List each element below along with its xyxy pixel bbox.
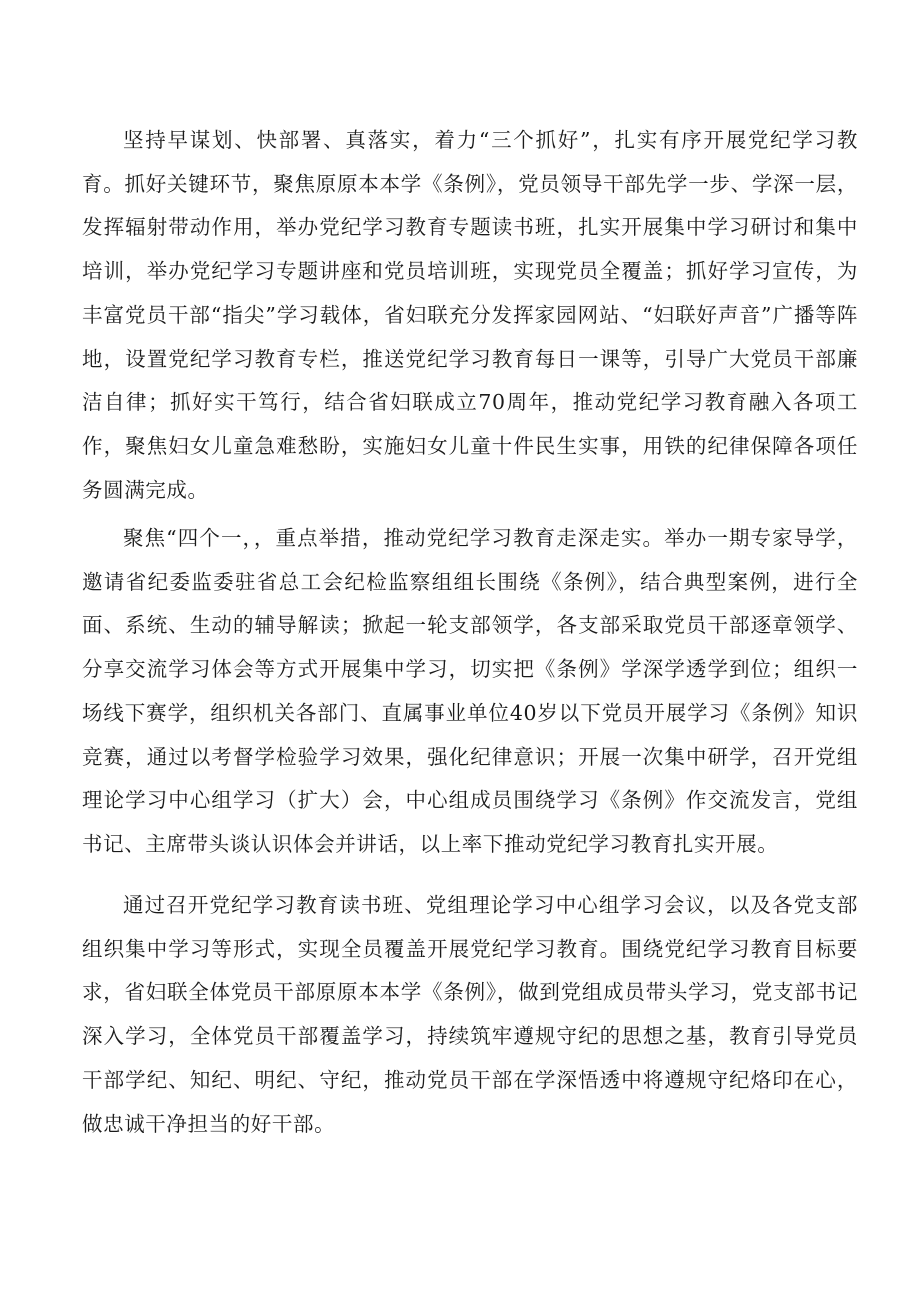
paragraph-full-coverage: 通过召开党纪学习教育读书班、党组理论学习中心组学习会议，以及各党支部组织集中学习等形式，实现全员覆盖开展党纪学习教育。围绕党纪学习教育目标要求，省妇联全体党员干部原原本本学《条例》，做到党组成员带头学习，党支部书记深入学习，全体党员干部覆盖学习，持续筑牢遵规守纪的思想之基，教育引导党员干部学纪、知纪、明纪、守纪，推动党员干部在学深悟透中将遵规守纪烙印在心，做忠诚干净担当的好干部。 [82, 893, 858, 1136]
paragraph-four-ones-measures: 聚焦“四个一，，重点举措，推动党纪学习教育走深走实。举办一期专家导学，邀请省纪委监委驻省总工会纪检监察组组长围绕《条例》，结合典型案例，进行全面、系统、生动的辅导解读；掀起一轮支部领学，各支部采取党员干部逐章领学、分享交流学习体会等方式开展集中学习，切实把《条例》学深学透学到位；组织一场线下赛学，组织机关各部门、直属事业单位40岁以下党员开展学习《条例》知识竞赛，通过以考督学检验学习效果，强化纪律意识；开展一次集中研学，召开党组理论学习中心组学习（扩大）会，中心组成员围绕学习《条例》作交流发言，党组书记、主席带头谈认识体会并讲话，以上率下推动党纪学习教育扎实开展。 [82, 526, 858, 856]
paragraph-three-good-practices: 坚持早谋划、快部署、真落实，着力“三个抓好”，扎实有序开展党纪学习教育。抓好关键环节，聚焦原原本本学《条例》，党员领导干部先学一步、学深一层，发挥辐射带动作用，举办党纪学习教育专题读书班，扎实开展集中学习研讨和集中培训，举办党纪学习专题讲座和党员培训班，实现党员全覆盖；抓好学习宣传，为丰富党员干部“指尖”学习载体，省妇联充分发挥家园网站、“妇联好声音”广播等阵地，设置党纪学习教育专栏，推送党纪学习教育每日一课等，引导广大党员干部廉洁自律；抓好实干笃行，结合省妇联成立70周年，推动党纪学习教育融入各项工作，聚焦妇女儿童急难愁盼，实施妇女儿童十件民生实事，用铁的纪律保障各项任务圆满完成。 [82, 128, 858, 502]
